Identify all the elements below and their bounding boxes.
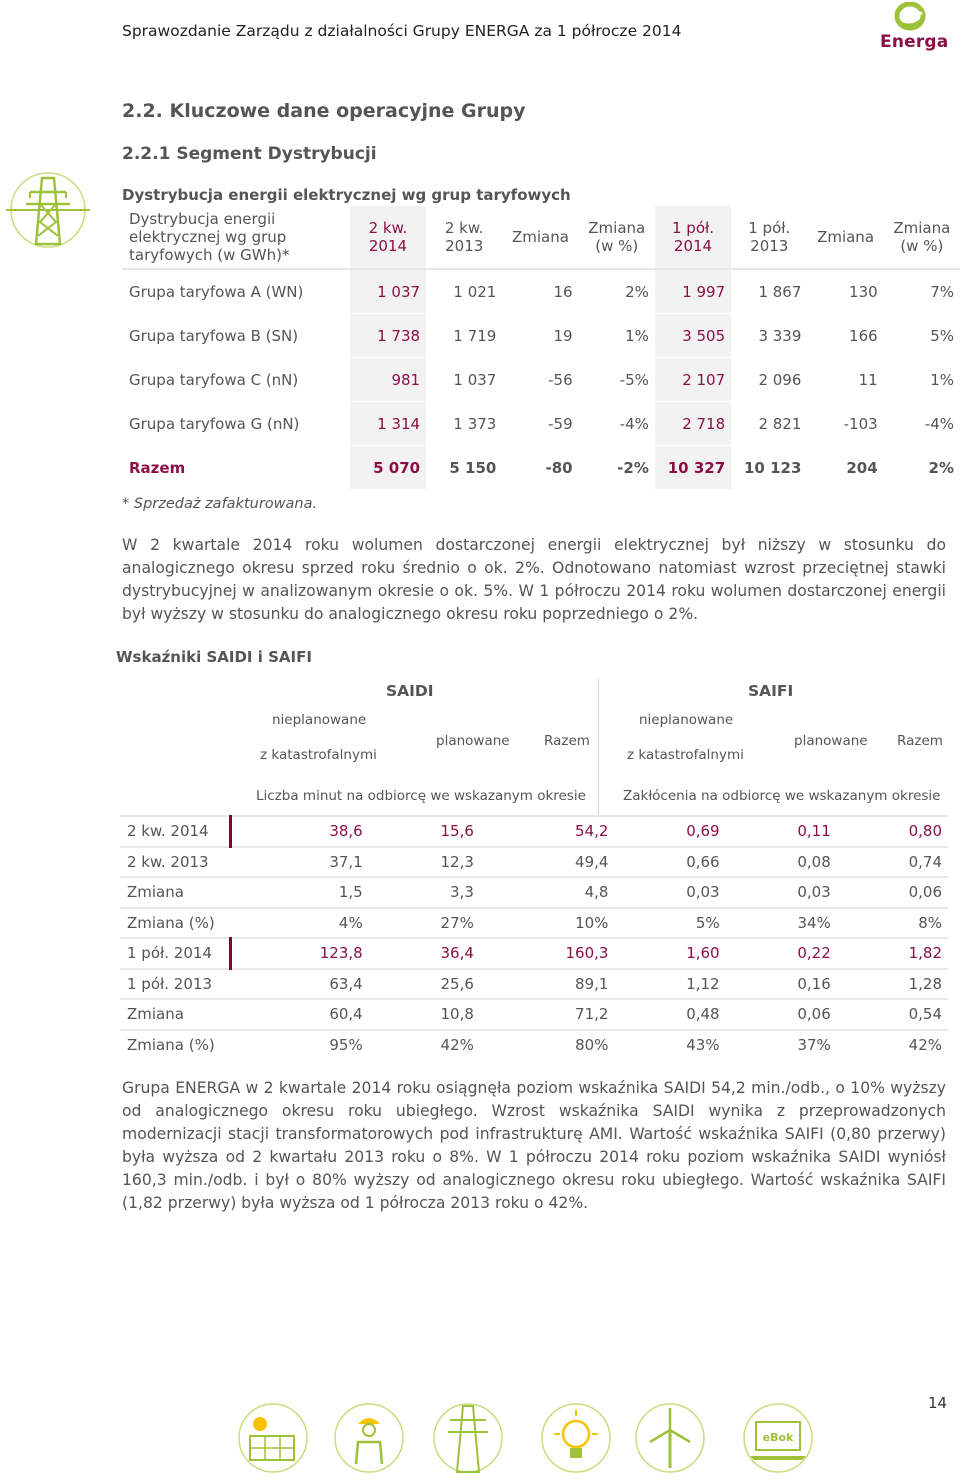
saidi-row-h1-change-pct: Zmiana (%) 95% 42% 80% 43% 37% 42%: [120, 1030, 948, 1060]
saifi-planned: planowane: [794, 733, 868, 749]
saifi-with-disasters: z katastrofalnymi: [627, 747, 744, 763]
header-change: Zmiana: [502, 206, 578, 269]
section-heading: 2.2. Kluczowe dane operacyjne Grupy: [122, 100, 526, 122]
header-h1-2014: 1 pół. 2014: [655, 206, 731, 269]
header-change-pct: Zmiana (w %): [579, 206, 655, 269]
saifi-total: Razem: [897, 733, 943, 749]
header-q2-2014: 2 kw. 2014: [350, 206, 426, 269]
tariff-row-c: Grupa taryfowa C (nN) 981 1 037 -56 -5% 2 107 2 096 11 1%: [122, 358, 960, 402]
header-label: Dystrybucja energii elektrycznej wg grup taryfowych (w GWh)*: [122, 206, 350, 269]
page-number: 14: [928, 1394, 948, 1412]
saidi-unplanned: nieplanowane: [272, 712, 367, 728]
pylon-icon: [434, 1404, 502, 1472]
saidi-saifi-table: [120, 678, 948, 1068]
subsection-heading: 2.2.1 Segment Dystrybucji: [122, 144, 377, 164]
column-divider: [598, 678, 599, 815]
tariff-row-g: Grupa taryfowa G (nN) 1 314 1 373 -59 -4% 2 718 2 821 -103 -4%: [122, 402, 960, 446]
saidi-row-h1-2013: 1 pół. 2013 63,4 25,6 89,1 1,12 0,16 1,28: [120, 969, 948, 1000]
tariff-table: [122, 206, 960, 490]
wind-turbine-icon: [636, 1404, 704, 1472]
header-h1-change: Zmiana: [807, 206, 883, 269]
tariff-row-total: Razem 5 070 5 150 -80 -2% 10 327 10 123 204 2%: [122, 446, 960, 490]
saidi-row-h1-2014: 1 pół. 2014 123,8 36,4 160,3 1,60 0,22 1,82: [120, 938, 948, 969]
saifi-unplanned: nieplanowane: [639, 712, 734, 728]
sun-panel-icon: [239, 1404, 307, 1472]
lightbulb-icon: [542, 1404, 610, 1472]
paragraph-distribution: W 2 kwartale 2014 roku wolumen dostarczonej energii elektrycznej był niższy w stosunku do analogicznego okresu sprzed roku średnio o ok. 2%. Odnotowano natomiast wzrost przeciętnej stawki dystrybucyjnej w analizowanym okresie o ok. 5%. W 1 półroczu 2014 roku wolumen dostarczonej energii był wyższy w stosunku do analogicznego okresu roku poprzedniego o 2%.: [122, 536, 946, 623]
header-h1-2013: 1 pół. 2013: [731, 206, 807, 269]
pylon-icon: [6, 170, 90, 250]
tariff-table-caption: Dystrybucja energii elektrycznej wg grup taryfowych: [122, 186, 571, 204]
energa-logo: [876, 2, 949, 54]
tariff-row-b: Grupa taryfowa B (SN) 1 738 1 719 19 1% 3 505 3 339 166 5%: [122, 314, 960, 358]
tariff-footnote: * Sprzedaż zafakturowana.: [122, 496, 318, 512]
saifi-heading: SAIFI: [748, 682, 794, 700]
saidi-heading: SAIDI: [386, 682, 434, 700]
saidi-total: Razem: [544, 733, 590, 749]
ebok-laptop-icon: [744, 1404, 812, 1472]
tariff-row-a: Grupa taryfowa A (WN) 1 037 1 021 16 2% 1 997 1 867 130 7%: [122, 269, 960, 314]
tariff-table-header: [122, 206, 960, 269]
worker-icon: [335, 1404, 403, 1472]
saidi-with-disasters: z katastrofalnymi: [260, 747, 377, 763]
saidi-row-change-pct: Zmiana (%) 4% 27% 10% 5% 34% 8%: [120, 908, 948, 939]
report-header-title: Sprawozdanie Zarządu z działalności Grupy ENERGA za 1 półrocze 2014: [122, 22, 682, 40]
saidi-row-h1-change: Zmiana 60,4 10,8 71,2 0,48 0,06 0,54: [120, 999, 948, 1030]
saidi-row-q2-2014: 2 kw. 2014 38,6 15,6 54,2 0,69 0,11 0,80: [120, 816, 948, 847]
saidi-data-table: [120, 815, 948, 1059]
saidi-row-change: Zmiana 1,5 3,3 4,8 0,03 0,03 0,06: [120, 877, 948, 908]
energa-logo-icon: [876, 2, 946, 36]
saidi-saifi-title: Wskaźniki SAIDI i SAIFI: [116, 648, 312, 666]
paragraph-saidi-saifi: Grupa ENERGA w 2 kwartale 2014 roku osiągnęła poziom wskaźnika SAIDI 54,2 min./odb., o 10% wyższy od analogicznego okresu roku ubiegłego. Wzrost wskaźnika SAIDI wynika z przeprowadzonych modernizacji stacji transformatorowych pod infrastrukturę AMI. Wartość wskaźnika SAIFI (0,80 przerwy) była wyższa od 2 kwartału 2013 roku o 8%. W 1 półroczu 2014 roku poziom wskaźnika SAIDI wyniósł 160,3 min./odb. i był o 80% wyższy od analogicznego okresu roku ubiegłego. Wartość wskaźnika SAIFI (1,82 przerwy) była wyższa od 1 półrocza 2013 roku o 42%.: [122, 1079, 946, 1212]
saidi-planned: planowane: [436, 733, 510, 749]
header-q2-2013: 2 kw. 2013: [426, 206, 502, 269]
ebok-label: eBok: [762, 1431, 794, 1444]
header-h1-change-pct: Zmiana (w %): [884, 206, 960, 269]
footer-icons: [236, 1398, 816, 1480]
saidi-unit: Liczba minut na odbiorcę we wskazanym okresie: [256, 788, 586, 804]
footer-icon-row: [236, 1398, 816, 1480]
saifi-unit: Zakłócenia na odbiorcę we wskazanym okresie: [623, 788, 941, 804]
energa-logo-text: Energa: [880, 32, 949, 52]
saidi-row-q2-2013: 2 kw. 2013 37,1 12,3 49,4 0,66 0,08 0,74: [120, 847, 948, 878]
